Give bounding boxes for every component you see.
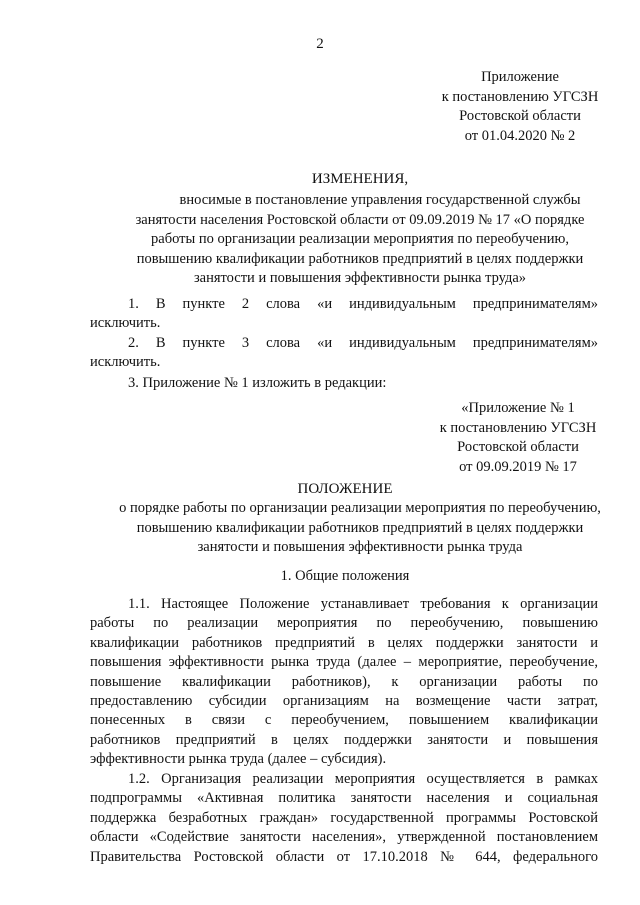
- changes-subtitle: [90, 191, 630, 289]
- paragraph-line: работников предприятий в целях поддержки занятости и повышения: [90, 731, 598, 748]
- changes-subtitle-line: занятости населения Ростовской области от 09.09.2019 № 17 «О порядке: [135, 211, 585, 228]
- changes-title: ИЗМЕНЕНИЯ,: [311, 171, 409, 187]
- paragraph-line: работы по реализации мероприятия по переобучению, повышению: [90, 615, 598, 632]
- regulation-subtitle-line: занятости и повышения эффективности рынка труда: [197, 539, 523, 555]
- paragraph-line: эффективности рынка труда (далее – субсидия).: [90, 751, 387, 768]
- item-2: [90, 334, 598, 373]
- regulation-subtitle-line: повышению квалификации работников предприятий в целях поддержки: [136, 519, 584, 536]
- changes-subtitle-line: занятости и повышения эффективности рынка труда»: [193, 270, 527, 286]
- paragraph-line: подпрограммы «Активная политика занятости населения и социальная: [90, 790, 598, 807]
- paragraph-1-1: [90, 595, 598, 770]
- paragraph-line: квалификации работников предприятий в целях поддержки занятости и: [90, 634, 598, 651]
- appendix-header-line: Приложение: [481, 69, 559, 85]
- regulation-subtitle-line: о порядке работы по организации реализации мероприятия по переобучению,: [119, 500, 601, 516]
- item-1-line: исключить.: [90, 315, 161, 332]
- section-heading: 1. Общие положения: [280, 568, 410, 584]
- paragraph-line: Правительства Ростовской области от 17.10.2018 № 644, федерального: [90, 848, 598, 865]
- regulation-subtitle: [80, 499, 640, 558]
- page-number: 2: [316, 36, 324, 52]
- changes-subtitle-line: работы по организации реализации мероприятия по переобучению,: [151, 231, 569, 247]
- appendix-1-header: [418, 399, 618, 477]
- paragraph-1-2: [90, 770, 598, 867]
- item-3: [128, 374, 598, 393]
- appendix-1-header-line: Ростовской области: [457, 439, 579, 455]
- paragraph-line: области «Содействие занятости населения», утвержденной постановлением: [90, 829, 598, 846]
- paragraph-line: 1.2. Организация реализации мероприятия осуществляется в рамках: [128, 771, 598, 787]
- item-1-line: 1. В пункте 2 слова «и индивидуальным предпринимателям»: [128, 296, 598, 312]
- changes-subtitle-line: повышению квалификации работников предприятий в целях поддержки: [136, 250, 584, 267]
- item-1: [90, 295, 598, 334]
- regulation-title: ПОЛОЖЕНИЕ: [297, 481, 393, 497]
- appendix-header-line: к постановлению УГСЗН: [441, 88, 599, 105]
- item-2-line: 2. В пункте 3 слова «и индивидуальным предпринимателям»: [128, 335, 598, 351]
- appendix-header-line: Ростовской области: [459, 108, 581, 124]
- paragraph-line: понесенных в связи с переобучением, повышением квалификации: [90, 712, 598, 729]
- appendix-1-header-line: к постановлению УГСЗН: [439, 419, 597, 436]
- paragraph-line: повышения эффективности рынка труда (далее – мероприятие, переобучение,: [90, 654, 598, 671]
- appendix-header-line: от 01.04.2020 № 2: [464, 127, 576, 144]
- appendix-header: [420, 68, 620, 146]
- item-3-line: 3. Приложение № 1 изложить в редакции:: [128, 375, 387, 391]
- paragraph-line: предоставлению субсидии организациям на возмещение части затрат,: [90, 693, 598, 710]
- paragraph-line: 1.1. Настоящее Положение устанавливает требования к организации: [128, 596, 598, 612]
- changes-subtitle-line: вносимые в постановление управления государственной службы: [179, 192, 581, 208]
- paragraph-line: повышение квалификации работников), к организации работы по: [90, 673, 598, 690]
- item-2-line: исключить.: [90, 354, 161, 371]
- appendix-1-header-line: от 09.09.2019 № 17: [459, 458, 577, 475]
- paragraph-line: поддержка безработных граждан» государственной программы Ростовской: [90, 809, 598, 826]
- appendix-1-header-line: «Приложение № 1: [461, 400, 575, 416]
